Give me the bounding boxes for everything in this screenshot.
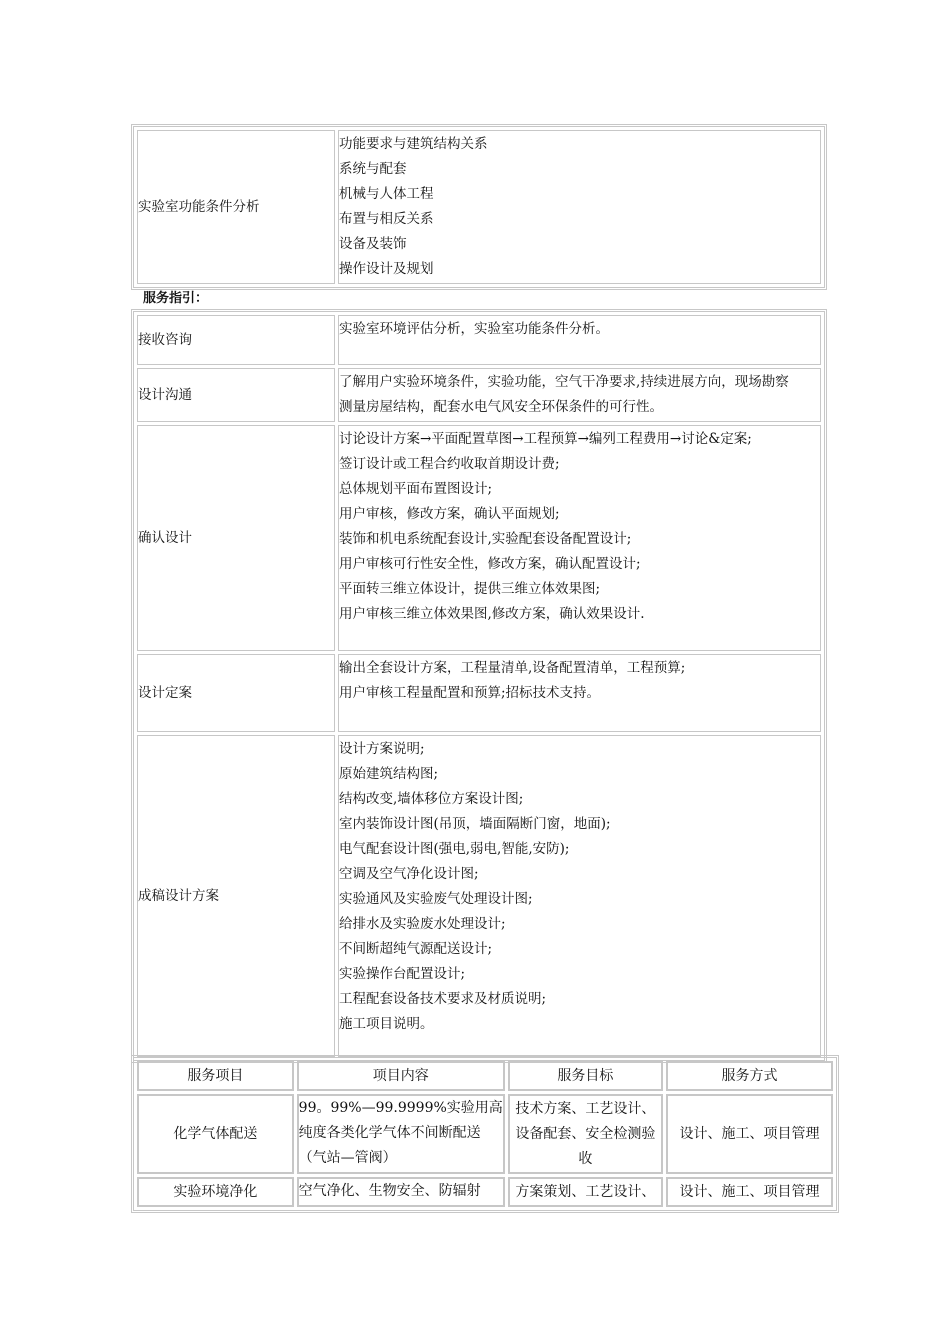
column-header: 服务项目 [137,1061,294,1091]
list-item: 实验操作台配置设计; [339,966,466,982]
row-label: 接收咨询 [137,315,335,365]
list-item: 了解用户实验环境条件，实验功能，空气干净要求,持续进展方向，现场勘察 [339,374,789,390]
list-item: 设计方案说明; [339,741,425,757]
row-content [338,654,821,732]
service-content-cell [297,1094,505,1174]
service-items-table [131,1055,839,1213]
service-method-cell: 设计、施工、项目管理 [666,1177,833,1207]
cell-line: 99。99%—99.9999%实验用高 [298,1100,503,1116]
service-guide-table [131,309,827,1063]
table-header-row [137,1061,833,1091]
cell-line: 纯度各类化学气体不间断配送 [298,1125,481,1141]
service-method-cell: 设计、施工、项目管理 [666,1094,833,1174]
list-item: 不间断超纯气源配送设计; [339,941,493,957]
row-label: 确认设计 [137,425,335,651]
row-label: 成稿设计方案 [137,735,335,1057]
cell-line: （气站—管阀） [298,1150,397,1166]
table-row [137,1094,833,1174]
list-item: 功能要求与建筑结构关系 [339,136,488,152]
row-content [338,368,821,422]
row-content [338,130,821,284]
row-label: 设计定案 [137,654,335,732]
list-item: 给排水及实验废水处理设计; [339,916,506,932]
table-row [137,654,821,732]
list-item: 实验通风及实验废气处理设计图; [339,891,533,907]
list-item: 用户审核工程量配置和预算;招标技术支持。 [339,685,601,701]
cell-line: 方案策划、工艺设计、 [515,1183,656,1200]
service-item-cell: 实验环境净化 [137,1177,294,1207]
table-row [137,315,821,365]
cell-line: 技术方案、工艺设计、 [515,1100,656,1117]
list-item: 施工项目说明。 [339,1016,434,1032]
list-item: 空调及空气净化设计图; [339,866,479,882]
service-content-cell [297,1177,505,1207]
list-item: 讨论设计方案→平面配置草图→工程预算→编列工程费用→讨论&定案; [339,431,752,447]
column-header: 服务方式 [666,1061,833,1091]
list-item: 电气配套设计图(强电,弱电,智能,安防); [339,841,570,857]
function-analysis-table [131,124,827,290]
list-item: 输出全套设计方案，工程量清单,设备配置清单，工程预算; [339,660,686,676]
table-row [137,368,821,422]
table-row [137,735,821,1057]
list-item: 操作设计及规划 [339,261,434,277]
service-goal-cell [508,1177,663,1207]
row-label: 设计沟通 [137,368,335,422]
list-item: 用户审核三维立体效果图,修改方案，确认效果设计. [339,606,645,622]
list-item: 设备及装饰 [339,236,407,252]
row-content [338,425,821,651]
column-header: 服务目标 [508,1061,663,1091]
list-item: 系统与配套 [339,161,407,177]
list-item: 布置与相反关系 [339,211,434,227]
row-content [338,315,821,365]
cell-line: 设备配套、安全检测验 [515,1125,656,1142]
list-item: 用户审核可行性安全性，修改方案，确认配置设计; [339,556,641,572]
list-item: 平面转三维立体设计，提供三维立体效果图; [339,581,601,597]
service-goal-cell [508,1094,663,1174]
list-item: 原始建筑结构图; [339,766,439,782]
row-content [338,735,821,1057]
table-row [137,1177,833,1207]
list-item: 装饰和机电系统配套设计,实验配套设备配置设计; [339,531,632,547]
list-item: 测量房屋结构，配套水电气风安全环保条件的可行性。 [339,399,663,415]
row-label: 实验室功能条件分析 [137,130,335,284]
table-row [137,425,821,651]
list-item: 总体规划平面布置图设计; [339,481,493,497]
service-item-cell: 化学气体配送 [137,1094,294,1174]
cell-line: 空气净化、生物安全、防辐射 [298,1183,481,1199]
list-item: 签订设计或工程合约收取首期设计费; [339,456,560,472]
cell-line: 收 [578,1150,593,1167]
list-item: 实验室环境评估分析，实验室功能条件分析。 [339,321,609,337]
column-header: 项目内容 [297,1061,505,1091]
list-item: 机械与人体工程 [339,186,434,202]
list-item: 工程配套设备技术要求及材质说明; [339,991,547,1007]
table-row [137,130,821,284]
list-item: 室内装饰设计图(吊顶，墙面隔断门窗，地面); [339,816,611,832]
list-item: 结构改变,墙体移位方案设计图; [339,791,524,807]
service-guide-heading: 服务指引： [143,291,209,306]
list-item: 用户审核，修改方案，确认平面规划; [339,506,560,522]
